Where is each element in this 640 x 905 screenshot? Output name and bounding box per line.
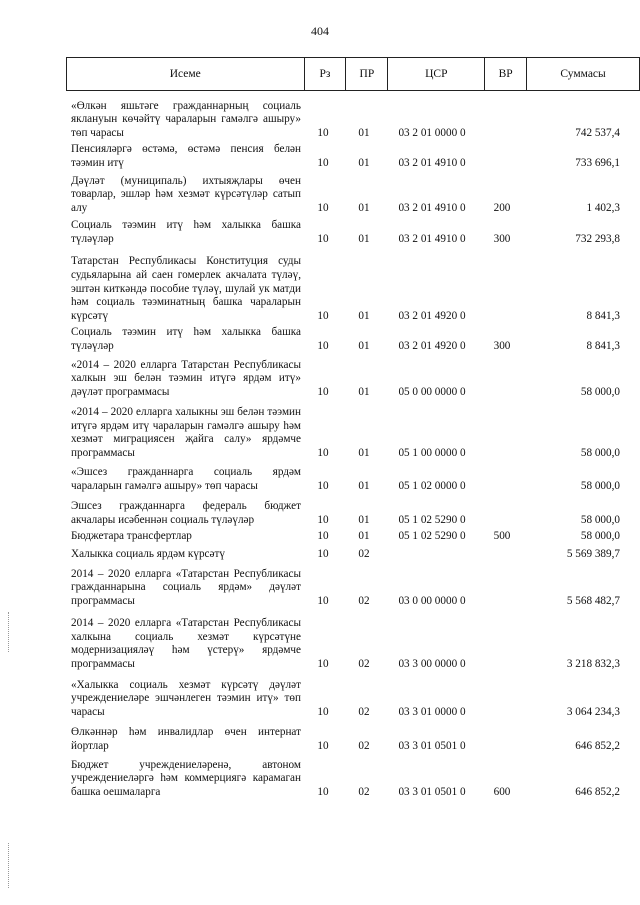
row-pr: 02 [358,595,370,608]
row-pr: 01 [358,530,370,543]
row-pr: 01 [358,386,370,399]
row-pr: 01 [358,514,370,527]
table-row [66,672,636,720]
row-name: «2014 – 2020 елларга Татарстан Республикасы халкын эш белән тәэмин итүгә ярдәм итү» дәүләт программасы [71,358,301,399]
row-sum: 733 696,1 [575,157,620,170]
row-rz: 10 [317,548,329,561]
row-sum: 646 852,2 [575,740,620,753]
row-name: Пенсияләргә өстәмә, өстәмә пенсия белән тәэмин итү [71,143,301,170]
table-row [66,247,636,324]
row-name: Бюджетара трансфертлар [71,530,192,543]
row-rz: 10 [317,514,329,527]
row-rz: 10 [317,786,329,799]
row-sum: 58 000,0 [580,480,620,493]
row-csr: 03 2 01 4920 0 [398,310,466,323]
row-pr: 01 [358,202,370,215]
scan-margin-mark [8,612,15,652]
row-csr: 05 1 02 0000 0 [398,480,466,493]
row-rz: 10 [317,530,329,543]
row-name: 2014 – 2020 елларга «Татарстан Республикасы гражданнарына социаль ярдәм» дәүләт программасы [71,567,301,608]
header-rz: Рз [304,58,346,91]
row-pr: 01 [358,310,370,323]
row-rz: 10 [317,447,329,460]
table-row [66,562,636,609]
row-rz: 10 [317,127,329,140]
row-name: «2014 – 2020 елларга халыкны эш белән тәэмин итүгә ярдәм итү чараларын гамәлгә ашыру һәм хезмәт миграциясен җайга салу» ярдәмче программасы [71,405,301,460]
row-rz: 10 [317,740,329,753]
row-sum: 646 852,2 [575,786,620,799]
table-row [66,461,636,494]
row-csr: 03 2 01 0000 0 [398,127,466,140]
row-pr: 01 [358,233,370,246]
row-rz: 10 [317,658,329,671]
table-row [66,754,636,800]
row-pr: 02 [358,658,370,671]
row-rz: 10 [317,480,329,493]
row-name: Татарстан Республикасы Конституция суды судьяларына ай саен гомерлек акчалата түләү, эштән киткәндә пособие түләү, шулай ук матди һәм социаль тәэминатның башка чараларын күрсәтү [71,255,301,323]
header-csr: ЦСР [388,58,485,91]
row-name: Социаль тәэмин итү һәм халыкка башка түләүләр [71,219,301,246]
row-sum: 732 293,8 [575,233,620,246]
row-csr: 05 1 02 5290 0 [398,530,466,543]
table-row [66,171,636,216]
table-row [66,141,636,171]
row-sum: 58 000,0 [580,447,620,460]
row-sum: 3 064 234,3 [566,706,620,719]
row-csr: 03 2 01 4910 0 [398,202,466,215]
table-row [66,609,636,672]
row-pr: 02 [358,786,370,799]
header-pr: ПР [346,58,388,91]
row-vr: 500 [493,530,511,543]
row-csr: 05 1 00 0000 0 [398,447,466,460]
row-rz: 10 [317,706,329,719]
row-vr: 200 [493,202,511,215]
row-rz: 10 [317,340,329,353]
table-row [66,494,636,528]
row-name: 2014 – 2020 елларга «Татарстан Республикасы халкына социаль хезмәт күрсәтүне модернизацияләү һәм үстерү» ярдәмче программасы [71,616,301,671]
row-name: Дәүләт (муниципаль) ихтыяҗлары өчен товарлар, эшләр һәм хезмәт күрсәтүләр сатып алу [71,174,301,215]
row-name: «Эшсез гражданнарга социаль ярдәм чараларын гамәлгә ашыру» төп чарасы [71,466,301,493]
row-csr: 03 0 00 0000 0 [398,595,466,608]
row-sum: 5 569 389,7 [566,548,620,561]
row-name: Өлкәннәр һәм инвалидлар өчен интернат йортлар [71,726,301,753]
row-sum: 58 000,0 [580,386,620,399]
row-name: «Халыкка социаль хезмәт күрсәтү дәүләт учреждениеләре эшчәнлеген тәэмин итү» төп чарасы [71,678,301,719]
row-pr: 01 [358,127,370,140]
table-row [66,354,636,400]
header-vr: ВР [485,58,527,91]
row-pr: 01 [358,157,370,170]
table-header [66,57,640,91]
row-rz: 10 [317,202,329,215]
row-pr: 02 [358,740,370,753]
row-pr: 02 [358,548,370,561]
row-csr: 03 3 01 0501 0 [398,786,466,799]
table-row [66,720,636,754]
row-csr: 03 3 01 0501 0 [398,740,466,753]
row-vr: 300 [493,340,511,353]
row-name: Халыкка социаль ярдәм күрсәтү [71,548,225,561]
table-row [66,216,636,247]
row-sum: 5 568 482,7 [566,595,620,608]
row-csr: 03 2 01 4920 0 [398,340,466,353]
row-sum: 58 000,0 [580,514,620,527]
row-csr: 03 3 01 0000 0 [398,706,466,719]
table-row [66,544,636,562]
row-sum: 8 841,3 [586,310,620,323]
row-name: Социаль тәэмин итү һәм халыкка башка түләүләр [71,326,301,353]
row-csr: 05 0 00 0000 0 [398,386,466,399]
row-csr: 05 1 02 5290 0 [398,514,466,527]
table-row [66,324,636,354]
table-row [66,400,636,461]
row-sum: 742 537,4 [575,127,620,140]
table-row [66,95,636,141]
row-rz: 10 [317,595,329,608]
row-pr: 01 [358,447,370,460]
row-sum: 1 402,3 [586,202,620,215]
row-sum: 8 841,3 [586,340,620,353]
row-vr: 300 [493,233,511,246]
row-pr: 01 [358,480,370,493]
row-rz: 10 [317,386,329,399]
row-name: «Өлкән яшьтәге гражданнарның социаль яклануын көчәйтү чараларын гамәлгә ашыру» төп чарасы [71,99,301,140]
row-sum: 58 000,0 [580,530,620,543]
row-rz: 10 [317,310,329,323]
header-name: Исеме [67,58,305,91]
row-name: Эшсез гражданнарга федераль бюджет акчалары исәбеннән социаль түләүләр [71,500,301,527]
header-sum: Суммасы [527,58,640,91]
row-pr: 02 [358,706,370,719]
row-rz: 10 [317,157,329,170]
budget-rows [66,95,636,800]
table-row [66,528,636,544]
row-vr: 600 [493,786,511,799]
row-pr: 01 [358,340,370,353]
row-csr: 03 2 01 4910 0 [398,233,466,246]
row-csr: 03 2 01 4910 0 [398,157,466,170]
page-number: 404 [311,24,329,38]
row-csr: 03 3 00 0000 0 [398,658,466,671]
row-sum: 3 218 832,3 [566,658,620,671]
row-name: Бюджет учреждениеләренә, автоном учреждениеләргә һәм коммерциягә карамаган башка оешмаларга [71,758,301,799]
scan-margin-mark [8,843,15,888]
row-rz: 10 [317,233,329,246]
